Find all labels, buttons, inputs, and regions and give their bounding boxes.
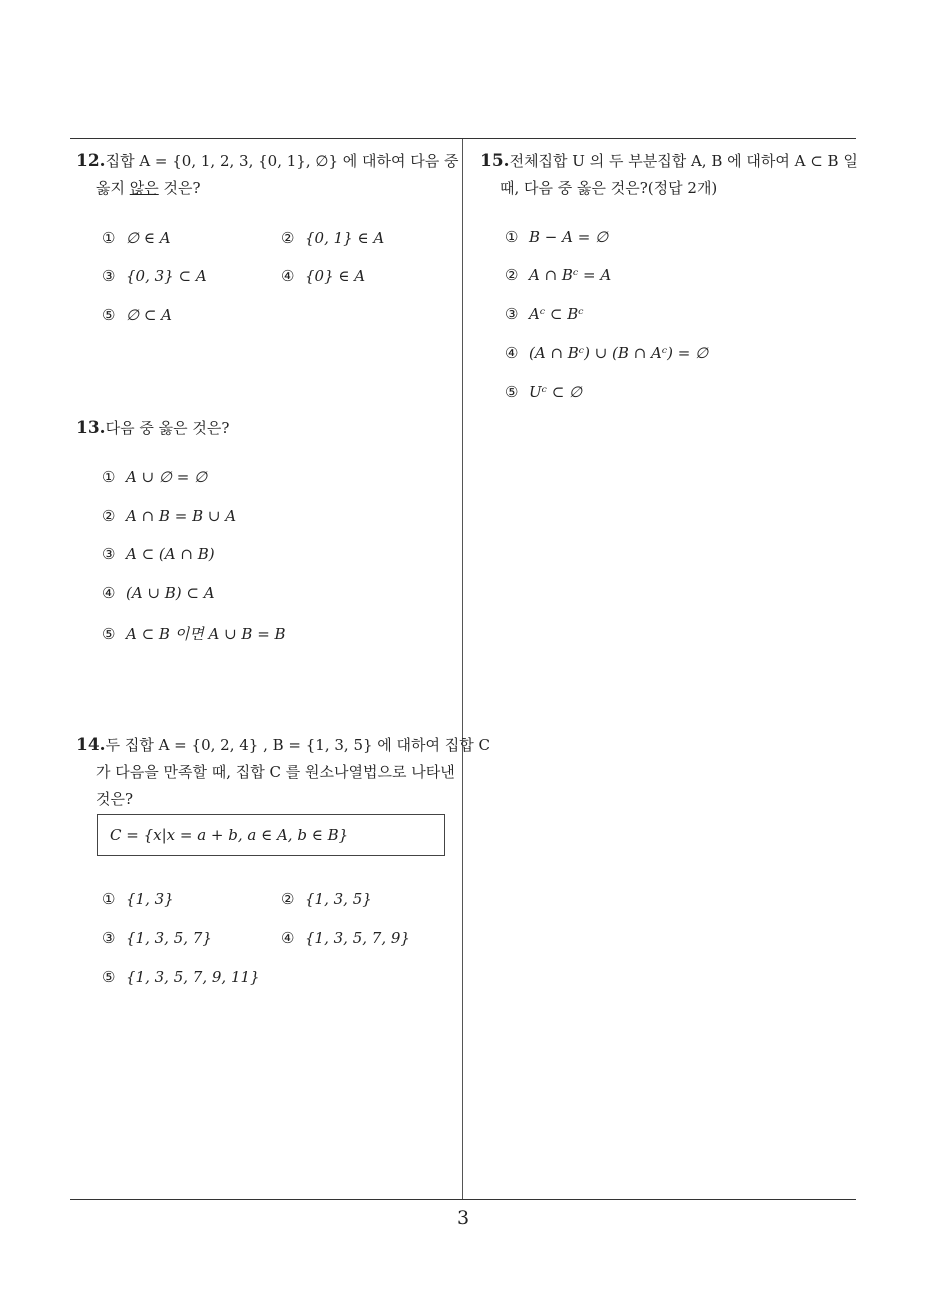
choice-5[interactable] <box>505 383 582 401</box>
choice-mark: ② <box>281 890 295 908</box>
choice-4[interactable] <box>281 267 365 285</box>
choice-5[interactable] <box>102 968 260 986</box>
choice-mark: ③ <box>102 267 116 285</box>
choice-text: {0, 3} ⊂ A <box>126 267 207 285</box>
choice-text: A ∪ ∅ = ∅ <box>126 468 208 486</box>
column-divider <box>462 139 463 1200</box>
choice-1[interactable] <box>102 468 207 486</box>
choice-1[interactable] <box>102 229 171 247</box>
choice-text: A ∩ Bᶜ = A <box>529 266 612 284</box>
choice-text: {1, 3, 5, 7, 9, 11} <box>126 968 260 986</box>
choice-mark: ④ <box>505 344 519 362</box>
choice-mark: ④ <box>281 929 295 947</box>
question-15-stem <box>480 148 860 202</box>
question-14-stem <box>76 732 491 813</box>
choice-text: ∅ ∈ A <box>126 229 171 247</box>
choice-text: ∅ ⊂ A <box>126 306 173 324</box>
question-text: 옳지 <box>96 179 130 197</box>
choice-2[interactable] <box>102 507 236 525</box>
choice-mark: ④ <box>281 267 295 285</box>
choice-mark: ② <box>281 229 295 247</box>
top-rule <box>70 138 856 139</box>
question-text: 것은? <box>158 179 201 197</box>
choice-3[interactable] <box>102 267 207 285</box>
choice-3[interactable] <box>102 545 215 563</box>
question-13-stem <box>76 415 460 442</box>
choice-mark: ⑤ <box>102 625 116 643</box>
question-number: 15. <box>480 151 510 171</box>
choice-2[interactable] <box>281 229 384 247</box>
question-14 <box>76 732 491 813</box>
choice-2[interactable] <box>505 266 611 284</box>
choice-1[interactable] <box>102 890 174 908</box>
question-text: 것은? <box>96 790 134 808</box>
question-12 <box>76 148 460 202</box>
choice-5[interactable] <box>102 306 172 324</box>
question-text: 두 집합 A = {0, 2, 4} , B = {1, 3, 5} 에 대하여 집합 C <box>105 736 491 754</box>
question-text: 때, 다음 중 옳은 것은?(정답 2개) <box>500 179 718 197</box>
choice-text: {1, 3} <box>126 890 174 908</box>
question-15 <box>480 148 860 202</box>
choice-mark: ③ <box>102 545 116 563</box>
choice-mark: ① <box>102 890 116 908</box>
choice-4[interactable] <box>505 344 708 362</box>
question-text: 전체집합 U 의 두 부분집합 A, B 에 대하여 A ⊂ B 일 <box>509 152 858 170</box>
choice-text: (A ∩ Bᶜ) ∪ (B ∩ Aᶜ) = ∅ <box>529 344 709 362</box>
choice-text: A ⊂ B 이면 A ∪ B = B <box>126 625 286 643</box>
choice-text: {1, 3, 5, 7} <box>126 929 212 947</box>
choice-text: (A ∪ B) ⊂ A <box>126 584 215 602</box>
emphasis-underline: 않은 <box>129 179 159 197</box>
choice-3[interactable] <box>102 929 212 947</box>
choice-1[interactable] <box>505 228 608 246</box>
choice-text: Uᶜ ⊂ ∅ <box>529 383 583 401</box>
choice-mark: ① <box>505 228 519 246</box>
choice-mark: ⑤ <box>505 383 519 401</box>
question-text: 집합 A = {0, 1, 2, 3, {0, 1}, ∅} 에 대하여 다음 중 <box>105 152 459 170</box>
question-number: 12. <box>76 151 106 171</box>
choice-text: {0, 1} ∈ A <box>305 229 385 247</box>
choice-text: {1, 3, 5, 7, 9} <box>305 929 410 947</box>
condition-box: C = {x|x = a + b, a ∈ A, b ∈ B} <box>97 814 445 856</box>
choice-text: A ⊂ (A ∩ B) <box>126 545 215 563</box>
question-12-stem <box>76 148 460 202</box>
choice-text: Aᶜ ⊂ Bᶜ <box>529 305 584 323</box>
bottom-rule <box>70 1199 856 1200</box>
choice-mark: ③ <box>102 929 116 947</box>
choice-2[interactable] <box>281 890 372 908</box>
choice-mark: ⑤ <box>102 306 116 324</box>
page-number: 3 <box>456 1207 470 1229</box>
choice-text: {1, 3, 5} <box>305 890 372 908</box>
choice-mark: ③ <box>505 305 519 323</box>
question-number: 13. <box>76 418 106 438</box>
choice-4[interactable] <box>102 584 215 602</box>
question-number: 14. <box>76 735 106 755</box>
choice-mark: ⑤ <box>102 968 116 986</box>
choice-5[interactable] <box>102 623 286 644</box>
choice-mark: ① <box>102 468 116 486</box>
choice-4[interactable] <box>281 929 410 947</box>
question-text: 가 다음을 만족할 때, 집합 C 를 원소나열법으로 나타낸 <box>96 763 455 781</box>
choice-mark: ② <box>505 266 519 284</box>
choice-text: {0} ∈ A <box>305 267 366 285</box>
choice-text: B − A = ∅ <box>529 228 609 246</box>
choice-mark: ④ <box>102 584 116 602</box>
choice-mark: ① <box>102 229 116 247</box>
question-13 <box>76 415 460 442</box>
choice-mark: ② <box>102 507 116 525</box>
question-text: 다음 중 옳은 것은? <box>105 419 230 437</box>
choice-text: A ∩ B = B ∪ A <box>126 507 237 525</box>
choice-3[interactable] <box>505 305 584 323</box>
